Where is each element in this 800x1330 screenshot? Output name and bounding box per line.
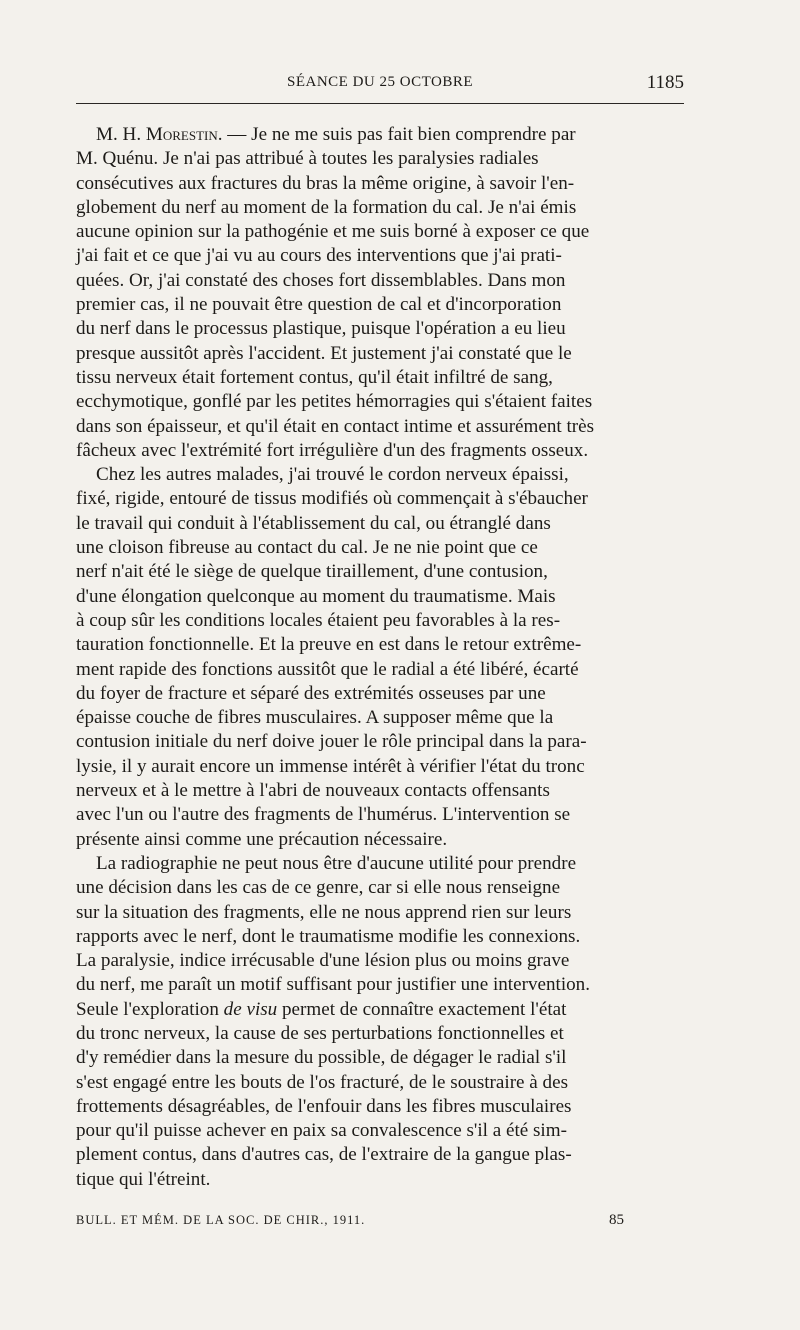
text-line: d'une élongation quelconque au moment du traumatisme. Mais — [76, 585, 556, 607]
text-line: s'est engagé entre les bouts de l'os fracturé, de le soustraire à des — [76, 1071, 568, 1093]
text-line: du tronc nerveux, la cause de ses perturbations fonctionnelles et — [76, 1022, 564, 1044]
text-line: fixé, rigide, entouré de tissus modifiés où commençait à s'ébaucher — [76, 488, 588, 510]
text-line: tauration fonctionnelle. Et la preuve en est dans le retour extrême- — [76, 634, 582, 656]
speaker-prefix: M. H. — [96, 124, 146, 145]
text-line: . — Je ne me suis pas fait bien comprendre par — [217, 124, 576, 145]
text-line: aucune opinion sur la pathogénie et me suis borné à exposer ce que — [76, 221, 590, 243]
text-line: d'y remédier dans la mesure du possible, de dégager le radial s'il — [76, 1047, 567, 1069]
paragraph-1-line-1 — [76, 123, 672, 147]
text-line: nerf n'ait été le siège de quelque tiraillement, d'une contusion, — [76, 561, 548, 583]
journal-citation: BULL. ET MÉM. DE LA SOC. DE CHIR., 1911. — [76, 1213, 366, 1227]
text-line: du foyer de fracture et séparé des extrémités osseuses par une — [76, 682, 546, 704]
text-line: une cloison fibreuse au contact du cal. Je ne nie point que ce — [76, 537, 538, 559]
page-number: 1185 — [646, 72, 684, 93]
text-line: ecchymotique, gonflé par les petites hémorragies qui s'étaient faites — [76, 391, 593, 413]
text-line: tique qui l'étreint. — [76, 1168, 211, 1190]
text-line: à coup sûr les conditions locales étaient peu favorables à la res- — [76, 609, 561, 631]
text-line: du nerf, me paraît un motif suffisant pour justifier une intervention. — [76, 974, 590, 996]
text-line: La paralysie, indice irrécusable d'une lésion plus ou moins grave — [76, 950, 570, 972]
text-line: épaisse couche de fibres musculaires. A supposer même que la — [76, 707, 554, 729]
text-line: frottements désagréables, de l'enfouir dans les fibres musculaires — [76, 1095, 572, 1117]
text-line: avec l'un ou l'autre des fragments de l'humérus. L'intervention se — [76, 804, 571, 826]
text-line: présente ainsi comme une précaution nécessaire. — [76, 828, 448, 850]
text-line: du nerf dans le processus plastique, puisque l'opération a eu lieu — [76, 318, 566, 340]
text-line: ment rapide des fonctions aussitôt que le radial a été libéré, écarté — [76, 658, 579, 680]
text-segment: Seule l'exploration — [76, 998, 224, 1020]
body-text — [76, 123, 672, 1192]
text-line: presque aussitôt après l'accident. Et justement j'ai constaté que le — [76, 342, 572, 364]
running-header — [76, 74, 684, 96]
text-line-with-italic — [76, 998, 672, 1022]
text-line: quées. Or, j'ai constaté des choses fort dissemblables. Dans mon — [76, 269, 566, 291]
text-line: contusion initiale du nerf doive jouer le rôle principal dans la para- — [76, 731, 587, 753]
text-line: consécutives aux fractures du bras la même origine, à savoir l'en- — [76, 172, 575, 194]
text-line: lysie, il y aurait encore un immense intérêt à vérifier l'état du tronc — [76, 755, 585, 777]
text-line: fâcheux avec l'extrémité fort irrégulière d'un des fragments osseux. — [76, 439, 589, 461]
header-title: SÉANCE DU 25 OCTOBRE — [287, 74, 473, 90]
text-line: La radiographie ne peut nous être d'aucune utilité pour prendre — [96, 852, 577, 874]
text-line: pour qu'il puisse achever en paix sa convalescence s'il a été sim- — [76, 1120, 567, 1142]
text-line: globement du nerf au moment de la formation du cal. Je n'ai émis — [76, 196, 577, 218]
page-footer — [76, 1213, 624, 1233]
text-line: une décision dans les cas de ce genre, car si elle nous renseigne — [76, 877, 561, 899]
text-line: Chez les autres malades, j'ai trouvé le cordon nerveux épaissi, — [96, 464, 569, 486]
text-segment: permet de connaître exactement l'état — [277, 998, 567, 1020]
speaker-name: Morestin — [145, 124, 218, 145]
text-line: le travail qui conduit à l'établissement du cal, ou étranglé dans — [76, 512, 551, 534]
text-line: rapports avec le nerf, dont le traumatisme modifie les connexions. — [76, 925, 581, 947]
italic-phrase: de visu — [223, 998, 278, 1020]
header-rule — [76, 103, 684, 104]
text-line: nerveux et à le mettre à l'abri de nouveaux contacts offensants — [76, 780, 550, 802]
text-line: plement contus, dans d'autres cas, de l'extraire de la gangue plas- — [76, 1144, 572, 1166]
text-line: j'ai fait et ce que j'ai vu au cours des interventions que j'ai prati- — [76, 245, 562, 267]
text-line: tissu nerveux était fortement contus, qu'il était infiltré de sang, — [76, 366, 553, 388]
text-line: M. Quénu. Je n'ai pas attribué à toutes les paralysies radiales — [76, 148, 539, 170]
text-line: premier cas, il ne pouvait être question de cal et d'incorporation — [76, 294, 562, 316]
text-line: dans son épaisseur, et qu'il était en contact intime et assurément très — [76, 415, 595, 437]
text-line: sur la situation des fragments, elle ne nous apprend rien sur leurs — [76, 901, 572, 923]
signature-mark: 85 — [609, 1212, 624, 1228]
